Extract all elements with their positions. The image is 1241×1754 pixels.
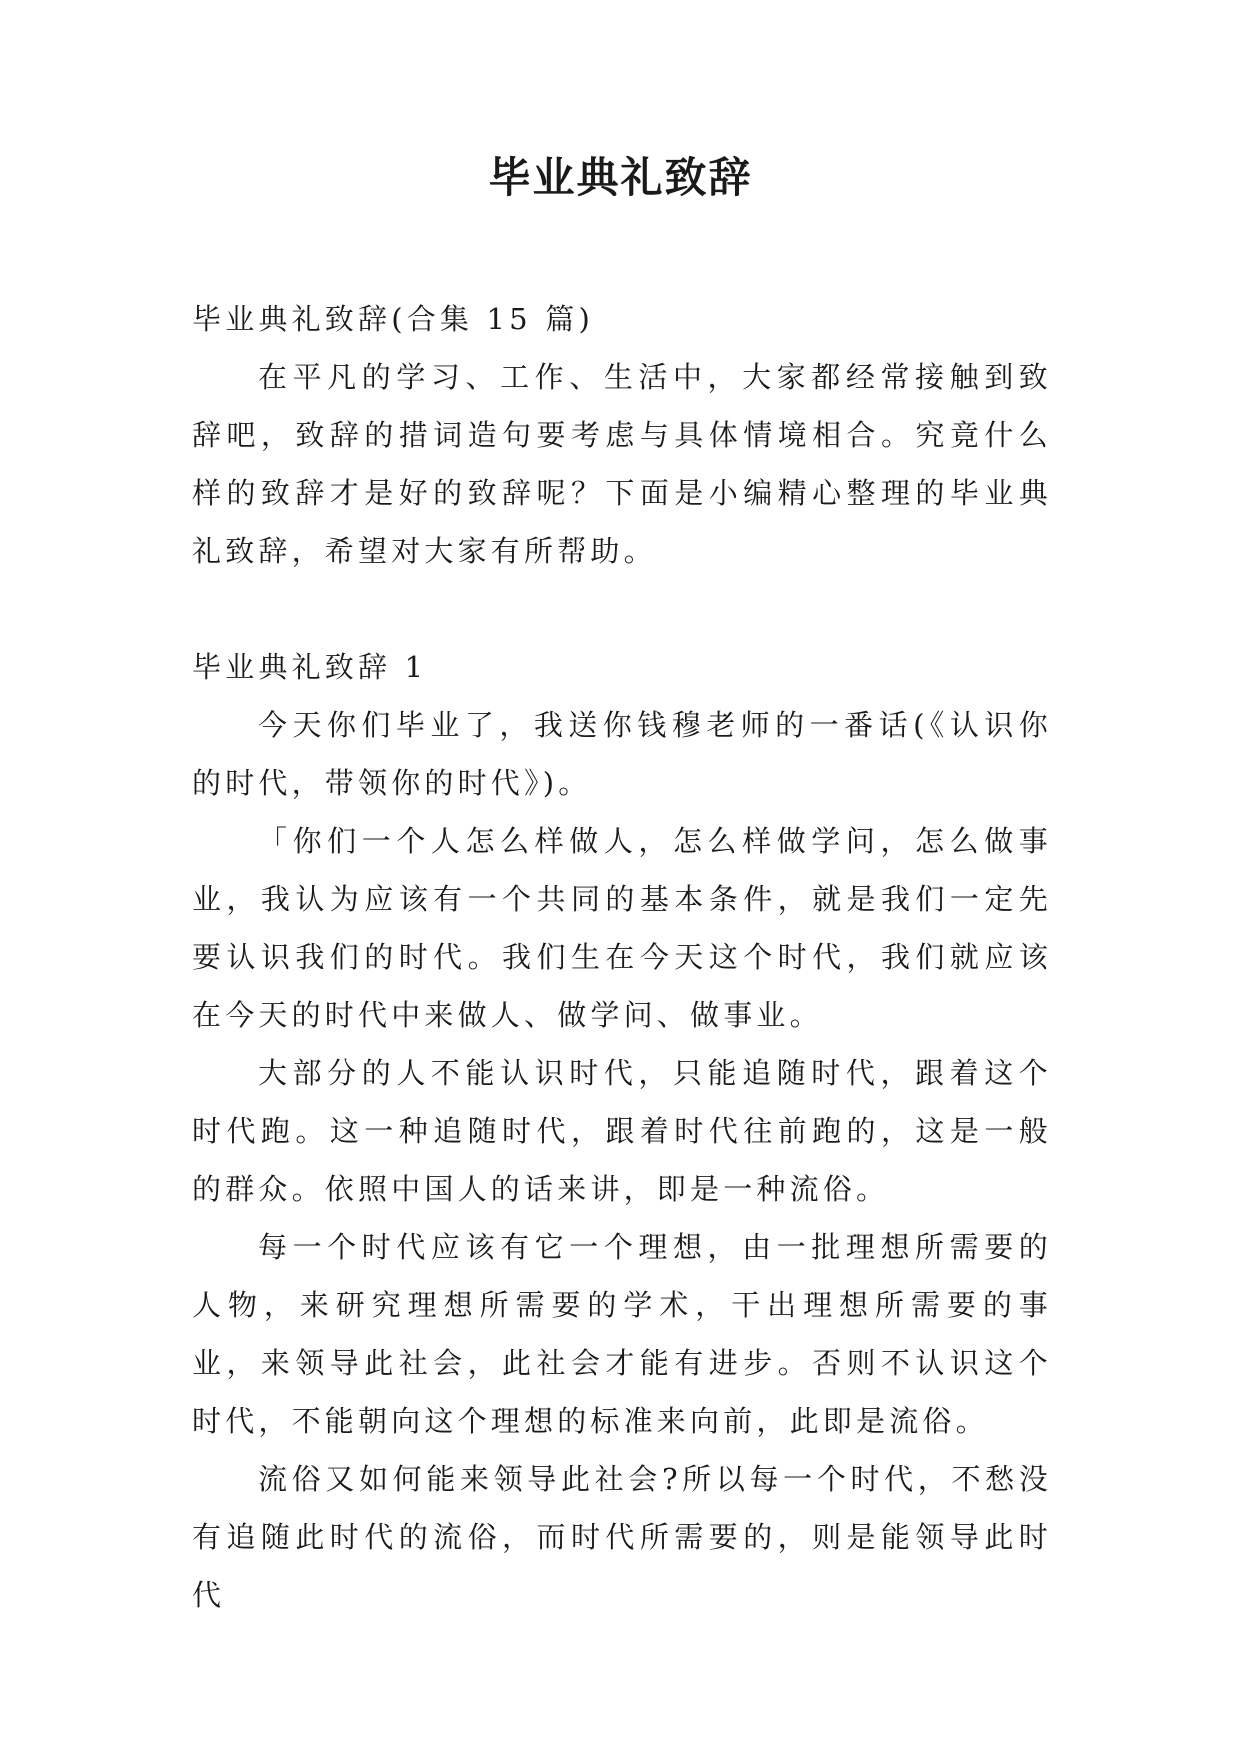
collection-subtitle: 毕业典礼致辞(合集 15 篇): [192, 302, 594, 336]
document-body: [192, 290, 1052, 1624]
body-paragraph: 流俗又如何能来领导此社会?所以每一个时代，不愁没有追随此时代的流俗，而时代所需要的，则是能领导此时代: [192, 1462, 1052, 1612]
section-heading: 毕业典礼致辞 1: [192, 650, 428, 684]
body-paragraph: 「你们一个人怎么样做人，怎么样做学问，怎么做事业，我认为应该有一个共同的基本条件，就是我们一定先要认识我们的时代。我们生在今天这个时代，我们就应该在今天的时代中来做人、做学问、做事业。: [192, 824, 1052, 1032]
body-paragraph: 大部分的人不能认识时代，只能追随时代，跟着这个时代跑。这一种追随时代，跟着时代往前跑的，这是一般的群众。依照中国人的话来讲，即是一种流俗。: [192, 1056, 1052, 1206]
body-paragraph: 今天你们毕业了，我送你钱穆老师的一番话(《认识你的时代，带领你的时代》)。: [192, 708, 1052, 800]
body-paragraph: 每一个时代应该有它一个理想，由一批理想所需要的人物，来研究理想所需要的学术，干出理想所需要的事业，来领导此社会，此社会才能有进步。否则不认识这个时代，不能朝向这个理想的标准来向前，此即是流俗。: [192, 1230, 1052, 1438]
document-title: 毕业典礼致辞: [488, 153, 753, 202]
intro-paragraph: 在平凡的学习、工作、生活中，大家都经常接触到致辞吧，致辞的措词造句要考虑与具体情境相合。究竟什么样的致辞才是好的致辞呢？下面是小编精心整理的毕业典礼致辞，希望对大家有所帮助。: [192, 360, 1052, 568]
